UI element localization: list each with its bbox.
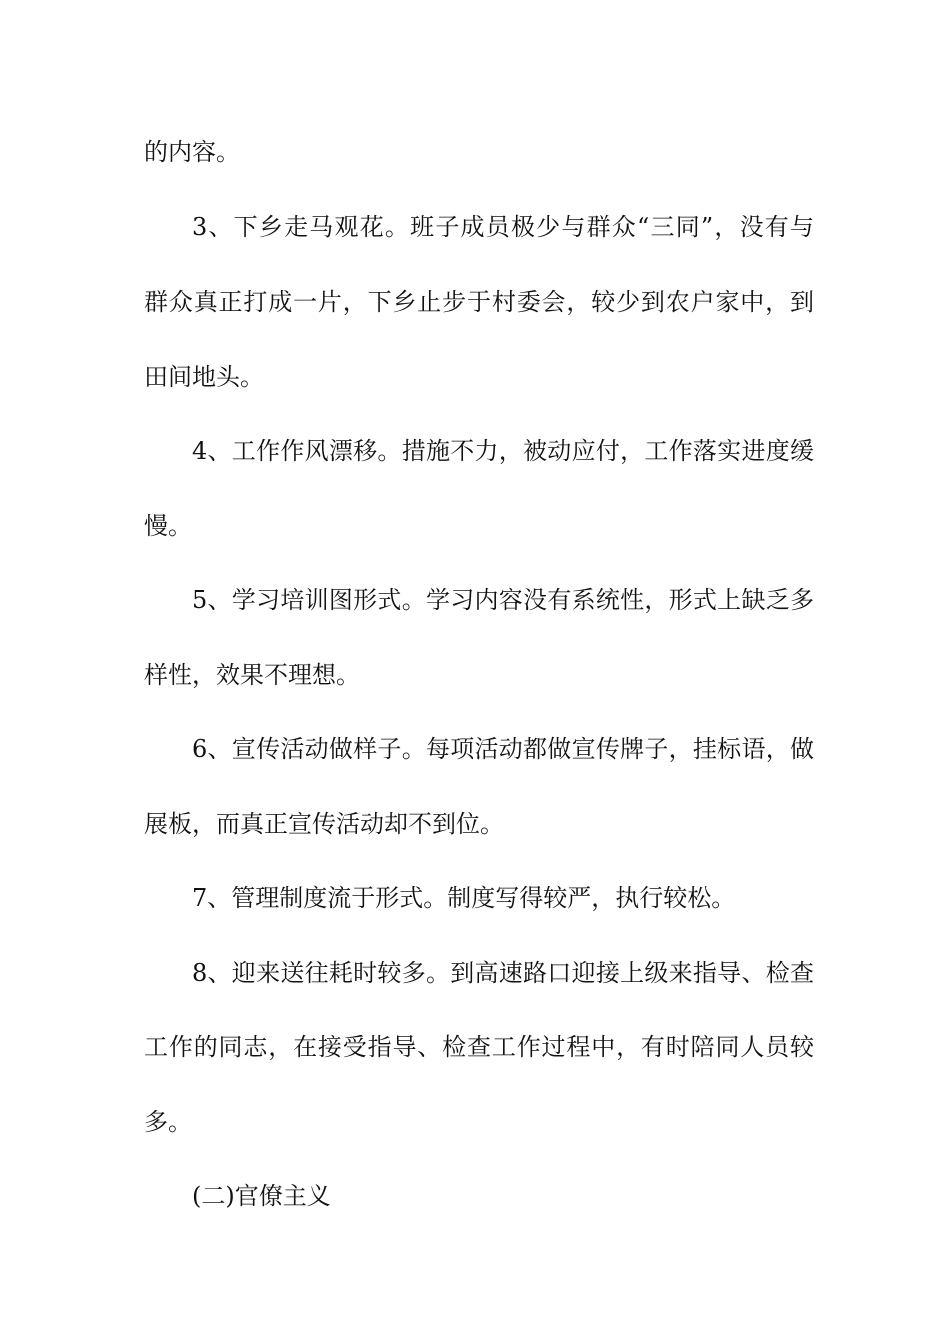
item-8-line-1: 8、迎来送往耗时较多。到高速路口迎接上级来指导、检查 [192, 959, 814, 987]
item-8-line-3: 多。 [144, 1108, 192, 1136]
item-6-line-2: 展板，而真正宣传活动却不到位。 [144, 810, 504, 838]
item-4-line-2: 慢。 [144, 512, 192, 540]
item-3-line-3: 田间地头。 [144, 363, 264, 391]
paragraph-continuation-line: 的内容。 [144, 138, 240, 166]
item-3-line-2: 群众真正打成一片，下乡止步于村委会，较少到农户家中，到 [144, 288, 814, 316]
item-5-line-1: 5、学习培训图形式。学习内容没有系统性，形式上缺乏多 [192, 586, 814, 614]
item-6-line-1: 6、宣传活动做样子。每项活动都做宣传牌子，挂标语，做 [192, 735, 814, 763]
item-7-line-1: 7、管理制度流于形式。制度写得较严，执行较松。 [192, 884, 736, 912]
section-heading: (二)官僚主义 [192, 1182, 331, 1210]
item-3-line-1: 3、下乡走马观花。班子成员极少与群众“三同”，没有与 [192, 213, 814, 241]
item-8-line-2: 工作的同志，在接受指导、检查工作过程中，有时陪同人员较 [144, 1033, 814, 1061]
item-4-line-1: 4、工作作风漂移。措施不力，被动应付，工作落实进度缓 [192, 437, 814, 465]
item-5-line-2: 样性，效果不理想。 [144, 661, 360, 689]
